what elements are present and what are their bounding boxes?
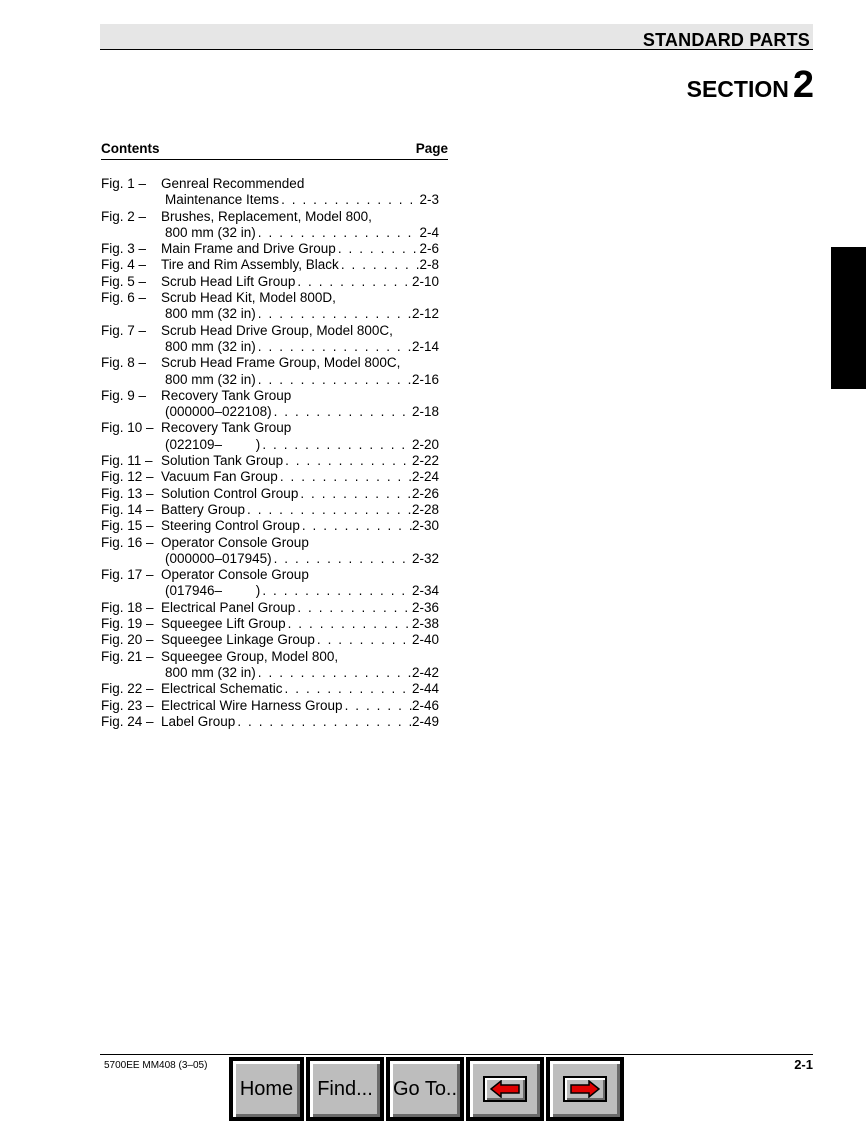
home-button[interactable]: Home — [229, 1057, 304, 1121]
toc-line — [101, 420, 439, 436]
toc-fig-label: Fig. 20 – — [101, 632, 154, 648]
toc-indent — [101, 339, 165, 355]
toc-dot-leader — [339, 257, 420, 273]
toc-title: Operator Console Group — [161, 567, 309, 583]
toc-indent — [101, 404, 165, 420]
contents-header — [101, 141, 448, 160]
toc-fig-label: Fig. 19 – — [101, 616, 154, 632]
toc-line — [101, 681, 439, 697]
toc-entry[interactable] — [101, 420, 439, 453]
toc-entry[interactable] — [101, 567, 439, 600]
toc-dot-leader — [300, 518, 412, 534]
header-band — [100, 24, 813, 50]
toc-fig-label: Fig. 3 – — [101, 241, 147, 257]
toc-dot-leader — [245, 502, 412, 518]
toc-title: Battery Group — [161, 501, 246, 517]
toc-line — [101, 192, 439, 208]
toc-fig-label: Fig. 24 – — [101, 713, 154, 729]
toc-fig-label: Fig. 1 – — [101, 176, 147, 191]
toc-entry[interactable] — [101, 355, 439, 388]
toc-fig-label: Fig. 17 – — [101, 567, 154, 583]
toc-line — [101, 323, 439, 339]
toc-fig-label: Fig. 11 – — [101, 453, 153, 469]
toc-entry[interactable] — [101, 453, 439, 469]
toc-entry[interactable] — [101, 518, 439, 534]
toc-title: Brushes, Replacement, Model 800, — [161, 208, 372, 224]
footer-doc-id: 5700EE MM408 (3–05) — [104, 1060, 208, 1071]
toc-line — [101, 404, 439, 420]
toc-fig-label: Fig. 8 – — [101, 355, 147, 371]
toc-title: (000000–017945) — [165, 550, 272, 566]
contents-heading: Contents — [101, 141, 160, 156]
toc-fig-label: Fig. 14 – — [101, 501, 154, 517]
toc-title: Steering Control Group — [161, 518, 300, 534]
section-word: SECTION — [686, 76, 789, 102]
toc-entry[interactable] — [101, 388, 439, 421]
toc-title: Main Frame and Drive Group — [161, 241, 336, 257]
toc-page-number: 2-14 — [411, 338, 439, 354]
toc-line — [101, 372, 439, 388]
toc-page-number: 2-38 — [411, 616, 439, 632]
toc-title: Electrical Schematic — [161, 681, 283, 697]
toc-fig-label: Fig. 21 – — [101, 648, 154, 664]
nav-bar — [229, 1057, 624, 1121]
toc-dot-leader — [235, 714, 412, 730]
toc-line — [101, 453, 439, 469]
toc-line — [101, 632, 439, 648]
toc-line — [101, 274, 439, 290]
toc-page-number: 2-34 — [411, 583, 439, 599]
toc-title: 800 mm (32 in) — [165, 338, 256, 354]
toc-dot-leader — [283, 453, 412, 469]
toc-title: Recovery Tank Group — [161, 387, 292, 403]
toc-fig-label: Fig. 5 – — [101, 273, 147, 289]
section-number: 2 — [792, 64, 814, 106]
section-tab-marker — [831, 247, 866, 389]
toc-fig-label: Fig. 4 – — [101, 257, 147, 273]
header-title: STANDARD PARTS — [642, 30, 810, 50]
toc-line — [101, 257, 439, 273]
toc-line — [101, 290, 439, 306]
toc-entry[interactable] — [101, 502, 439, 518]
toc-line — [101, 714, 439, 730]
toc-line — [101, 388, 439, 404]
toc-title: Scrub Head Lift Group — [161, 273, 296, 289]
contents-block — [101, 141, 448, 730]
toc-line — [101, 600, 439, 616]
toc-indent — [101, 665, 165, 681]
toc-line — [101, 225, 439, 241]
toc-line — [101, 698, 439, 714]
toc-dot-leader — [260, 583, 412, 599]
toc-entry[interactable] — [101, 632, 439, 648]
toc-list — [101, 176, 439, 730]
toc-page-number: 2-10 — [411, 273, 439, 289]
toc-title: 800 mm (32 in) — [165, 371, 256, 387]
page-heading: Page — [415, 141, 448, 156]
toc-fig-label: Fig. 18 – — [101, 599, 154, 615]
toc-title: Scrub Head Frame Group, Model 800C, — [161, 355, 401, 371]
toc-line — [101, 665, 439, 681]
toc-fig-label: Fig. 15 – — [101, 518, 154, 534]
toc-page-number: 2-36 — [411, 599, 439, 615]
toc-fig-label: Fig. 16 – — [101, 534, 154, 550]
toc-line — [101, 306, 439, 322]
toc-title: Squeegee Group, Model 800, — [161, 648, 339, 664]
find-button[interactable]: Find... — [306, 1057, 384, 1121]
toc-dot-leader — [343, 698, 412, 714]
toc-entry[interactable] — [101, 649, 439, 682]
toc-page-number: 2-24 — [411, 469, 439, 485]
toc-entry[interactable] — [101, 535, 439, 568]
toc-dot-leader — [283, 681, 412, 697]
toc-indent — [101, 192, 165, 208]
toc-page-number: 2-20 — [411, 436, 439, 452]
toc-title: 800 mm (32 in) — [165, 664, 256, 680]
toc-entry[interactable] — [101, 486, 439, 502]
toc-page-number: 2-28 — [411, 501, 439, 517]
toc-title: Scrub Head Kit, Model 800D, — [161, 290, 336, 306]
toc-line — [101, 551, 439, 567]
toc-page-number: 2-8 — [419, 257, 439, 273]
toc-title: (017946– ) — [165, 583, 261, 599]
toc-page-number: 2-12 — [411, 306, 439, 322]
toc-title: Label Group — [161, 713, 236, 729]
toc-line — [101, 502, 439, 518]
toc-fig-label: Fig. 13 – — [101, 485, 154, 501]
toc-page-number: 2-6 — [419, 241, 439, 257]
toc-dot-leader — [256, 665, 412, 681]
toc-line — [101, 518, 439, 534]
toc-fig-label: Fig. 7 – — [101, 322, 147, 338]
toc-fig-label: Fig. 22 – — [101, 681, 154, 697]
toc-page-number: 2-49 — [411, 713, 439, 729]
toc-fig-label: Fig. 12 – — [101, 469, 154, 485]
toc-title: Scrub Head Drive Group, Model 800C, — [161, 322, 393, 338]
toc-fig-label: Fig. 9 – — [101, 387, 147, 403]
toc-title: Recovery Tank Group — [161, 420, 292, 436]
toc-entry[interactable] — [101, 681, 439, 697]
toc-indent — [101, 583, 165, 599]
toc-title: Tire and Rim Assembly, Black — [161, 257, 339, 273]
toc-title: Maintenance Items — [165, 192, 280, 208]
toc-page-number: 2-30 — [411, 518, 439, 534]
toc-indent — [101, 437, 165, 453]
toc-line — [101, 339, 439, 355]
toc-page-number: 2-46 — [411, 697, 439, 713]
toc-entry[interactable] — [101, 698, 439, 714]
toc-entry[interactable] — [101, 290, 439, 323]
toc-fig-label: Fig. 6 – — [101, 290, 147, 306]
toc-line — [101, 469, 439, 485]
goto-button[interactable]: Go To.. — [386, 1057, 464, 1121]
toc-dot-leader — [256, 339, 412, 355]
toc-line — [101, 209, 439, 225]
toc-entry[interactable] — [101, 323, 439, 356]
footer-rule — [100, 1054, 813, 1055]
toc-page-number: 2-32 — [411, 550, 439, 566]
toc-entry[interactable] — [101, 176, 439, 209]
toc-dot-leader — [272, 551, 412, 567]
right-arrow-icon — [563, 1076, 607, 1102]
toc-title: (022109– ) — [165, 436, 261, 452]
toc-dot-leader — [298, 486, 412, 502]
toc-title: 800 mm (32 in) — [165, 306, 256, 322]
footer-page-number: 2-1 — [794, 1057, 813, 1072]
toc-title: Genreal Recommended — [161, 176, 305, 191]
toc-fig-label: Fig. 23 – — [101, 697, 154, 713]
previous-page-button[interactable] — [466, 1057, 544, 1121]
toc-title: Electrical Wire Harness Group — [161, 697, 343, 713]
toc-title: Squeegee Lift Group — [161, 616, 286, 632]
section-heading — [687, 64, 814, 107]
toc-dot-leader — [295, 600, 412, 616]
toc-line — [101, 176, 439, 192]
toc-fig-label: Fig. 2 – — [101, 208, 147, 224]
toc-indent — [101, 372, 165, 388]
toc-entry[interactable] — [101, 257, 439, 273]
toc-dot-leader — [272, 404, 412, 420]
toc-title: Solution Control Group — [161, 485, 299, 501]
toc-title: Electrical Panel Group — [161, 599, 296, 615]
toc-entry[interactable] — [101, 714, 439, 730]
toc-page-number: 2-26 — [411, 485, 439, 501]
toc-line — [101, 567, 439, 583]
next-page-button[interactable] — [546, 1057, 624, 1121]
left-arrow-icon — [483, 1076, 527, 1102]
toc-dot-leader — [260, 437, 412, 453]
toc-dot-leader — [278, 469, 412, 485]
toc-title: 800 mm (32 in) — [165, 224, 256, 240]
toc-page-number: 2-3 — [419, 192, 439, 208]
toc-line — [101, 583, 439, 599]
toc-title: Solution Tank Group — [161, 453, 284, 469]
toc-page-number: 2-44 — [411, 681, 439, 697]
toc-line — [101, 355, 439, 371]
toc-line — [101, 649, 439, 665]
toc-entry[interactable] — [101, 600, 439, 616]
toc-dot-leader — [279, 192, 419, 208]
toc-line — [101, 241, 439, 257]
toc-entry[interactable] — [101, 241, 439, 257]
toc-page-number: 2-22 — [411, 453, 439, 469]
toc-entry[interactable] — [101, 209, 439, 242]
toc-indent — [101, 306, 165, 322]
toc-dot-leader — [336, 241, 420, 257]
toc-dot-leader — [295, 274, 412, 290]
toc-title: Operator Console Group — [161, 534, 309, 550]
toc-line — [101, 535, 439, 551]
toc-dot-leader — [315, 632, 412, 648]
toc-dot-leader — [256, 225, 420, 241]
toc-line — [101, 616, 439, 632]
toc-line — [101, 486, 439, 502]
toc-page-number: 2-40 — [411, 632, 439, 648]
toc-indent — [101, 225, 165, 241]
toc-title: (000000–022108) — [165, 404, 272, 420]
toc-indent — [101, 551, 165, 567]
toc-dot-leader — [256, 372, 412, 388]
toc-page-number: 2-16 — [411, 371, 439, 387]
toc-title: Squeegee Linkage Group — [161, 632, 315, 648]
toc-dot-leader — [256, 306, 412, 322]
toc-page-number: 2-4 — [419, 224, 439, 240]
toc-entry[interactable] — [101, 616, 439, 632]
toc-page-number: 2-42 — [411, 664, 439, 680]
toc-fig-label: Fig. 10 – — [101, 420, 154, 436]
toc-line — [101, 437, 439, 453]
toc-entry[interactable] — [101, 469, 439, 485]
toc-entry[interactable] — [101, 274, 439, 290]
toc-title: Vacuum Fan Group — [161, 469, 278, 485]
toc-dot-leader — [286, 616, 412, 632]
toc-page-number: 2-18 — [411, 404, 439, 420]
